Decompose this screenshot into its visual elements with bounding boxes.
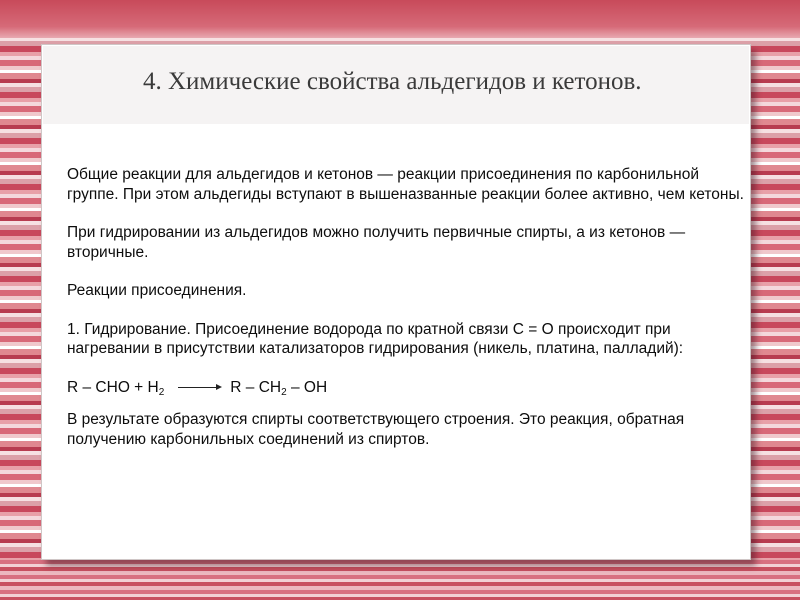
background-bottom-band: [0, 560, 800, 600]
slide-content: [67, 165, 747, 468]
equation-reactant-subscript: 2: [158, 386, 165, 398]
reaction-arrow-icon: [178, 387, 220, 388]
paragraph-hydrogenation-products: При гидрировании из альдегидов можно получить первичные спирты, а из кетонов — вторичные.: [67, 224, 686, 261]
equation-reactants: R – CHO + H: [67, 378, 159, 396]
paragraph-hydrogenation: 1. Гидрирование. Присоединение водорода по кратной связи С = О происходит при нагревании в присутствии катализаторов гидрирования (никель, платина, палладий):: [67, 320, 684, 357]
equation-product-tail: – OH: [286, 378, 328, 396]
paragraph-general-reactions: Общие реакции для альдегидов и кетонов — реакции присоединения по карбонильной группе. При этом альдегиды вступают в вышеназванные реакции более активно, чем кетоны.: [67, 166, 744, 203]
equation-product-subscript: 2: [281, 386, 287, 398]
title-area: [43, 46, 749, 124]
paragraph-addition-reactions: Реакции присоединения.: [67, 282, 247, 299]
background-top-band: [0, 0, 800, 38]
slide-card: [41, 44, 751, 560]
reaction-equation: [67, 378, 747, 398]
paragraph-conclusion: В результате образуются спирты соответствующего строения. Это реакция, обратная получению карбонильных соединений из спиртов.: [67, 411, 685, 448]
equation-product: R – CH: [230, 378, 282, 396]
slide-title: 4. Химические свойства альдегидов и кетонов.: [143, 68, 642, 95]
